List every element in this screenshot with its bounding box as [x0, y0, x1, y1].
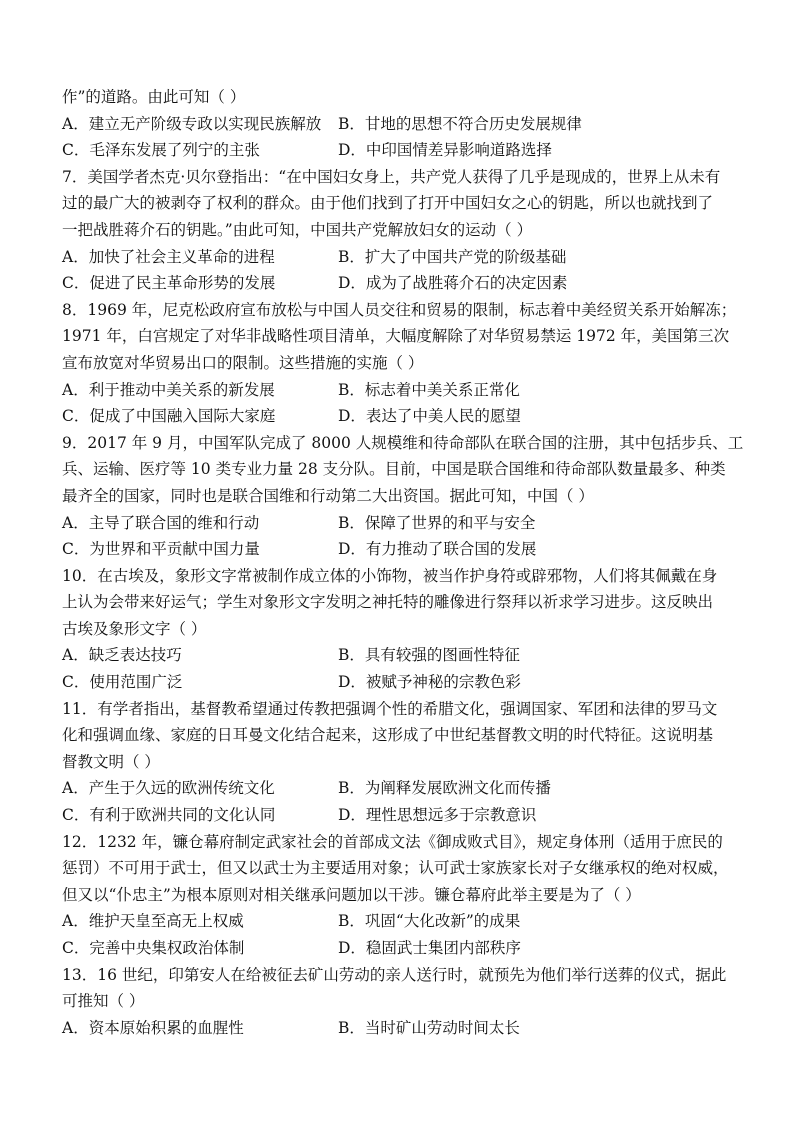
question-stem-line: 最齐全的国家，同时也是联合国维和行动第二大出资国。据此可知，中国（ ）: [62, 486, 594, 505]
question-stem-line: 兵、运输、医疗等 10 类专业力量 28 支分队。目前，中国是联合国维和待命部队数量最多、种类: [62, 460, 726, 479]
option-row: [62, 403, 742, 430]
option-c: C．促成了中国融入国际大家庭: [62, 407, 276, 426]
option-b: B．保障了世界的和平与安全: [338, 513, 536, 532]
option-row: [62, 1015, 742, 1042]
question-stem-line: 11．有学者指出，基督教希望通过传教把强调个性的希腊文化，强调国家、军团和法律的罗马文: [62, 699, 718, 718]
option-row: [62, 270, 742, 297]
question-stem-line: 作”的道路。由此可知（ ）: [62, 88, 246, 106]
option-row: [62, 775, 742, 802]
option-row: [62, 510, 742, 537]
option-d: D．成为了战胜蒋介石的决定因素: [338, 274, 568, 293]
question-9: [62, 430, 742, 563]
option-a: A．利于推动中美关系的新发展: [62, 380, 275, 399]
question-7: [62, 164, 742, 297]
option-b: B．扩大了中国共产党的阶级基础: [338, 247, 567, 266]
option-a: A．缺乏表达技巧: [62, 646, 182, 665]
option-a: A．建立无产阶级专政以实现民族解放: [62, 114, 322, 133]
question-stem-line: 9．2017 年 9 月，中国军队完成了 8000 人规模维和待命部队在联合国的注册，其中包括步兵、工: [62, 433, 744, 452]
option-row: [62, 935, 742, 962]
question-13: [62, 962, 742, 1042]
option-row: [62, 802, 742, 829]
option-c: C．使用范围广泛: [62, 673, 183, 692]
question-11: [62, 696, 742, 829]
option-b: B．巩固“大化改新”的成果: [338, 912, 521, 931]
option-row: [62, 669, 742, 696]
question-stem-line: 古埃及象形文字（ ）: [62, 619, 207, 638]
question-stem-line: 宣布放宽对华贸易出口的限制。这些措施的实施（ ）: [62, 353, 424, 372]
question-12: [62, 829, 742, 962]
option-row: [62, 377, 742, 404]
option-d: D．有力推动了联合国的发展: [338, 540, 537, 559]
option-a: A．加快了社会主义革命的进程: [62, 247, 275, 266]
question-stem-line: 督教文明（ ）: [62, 752, 160, 771]
option-c: C．为世界和平贡献中国力量: [62, 540, 260, 559]
question-stem-line: 13．16 世纪，印第安人在给被征去矿山劳动的亲人送行时，就预先为他们举行送葬的仪式，据此: [62, 965, 727, 984]
question-8: [62, 297, 742, 430]
question-stem-line: 过的最广大的被剥夺了权利的群众。由于他们找到了打开中国妇女之心的钥匙，所以也就找到了: [62, 194, 714, 213]
option-d: D．被赋予神秘的宗教色彩: [338, 673, 521, 692]
question-stem-line: 化和强调血缘、家庭的日耳曼文化结合起来，这形成了中世纪基督教文明的时代特征。这说明基: [62, 726, 714, 745]
question-stem-line: 一把战胜蒋介石的钥匙。”由此可知，中国共产党解放妇女的运动（ ）: [62, 220, 533, 239]
question-10: [62, 563, 742, 696]
question-stem-line: 但又以“仆忠主”为根本原则对相关继承问题加以干涉。镰仓幕府此举主要是为了（ ）: [62, 885, 641, 904]
exam-page: [62, 84, 742, 1041]
option-row: [62, 137, 742, 164]
option-a: A．维护天皇至高无上权威: [62, 912, 244, 931]
option-d: D．理性思想远多于宗教意识: [338, 806, 537, 825]
option-row: [62, 536, 742, 563]
question-stem-line: 上认为会带来好运气；学生对象形文字发明之神托特的雕像进行祭拜以祈求学习进步。这反映出: [62, 593, 714, 612]
option-c: C．有利于欧洲共同的文化认同: [62, 806, 276, 825]
question-6-tail: [62, 84, 742, 164]
option-c: C．毛泽东发展了列宁的主张: [62, 141, 260, 160]
question-stem-line: 8．1969 年，尼克松政府宣布放松与中国人员交往和贸易的限制，标志着中美经贸关系开始解冻；: [62, 300, 737, 319]
option-a: A．主导了联合国的维和行动: [62, 513, 260, 532]
option-b: B．甘地的思想不符合历史发展规律: [338, 114, 582, 133]
option-b: B．具有较强的图画性特征: [338, 646, 520, 665]
question-stem-line: 12．1232 年，镰仓幕府制定武家社会的首部成文法《御成败式目》，规定身体刑（适用于庶民的: [62, 832, 723, 851]
option-d: D．中印国情差异影响道路选择: [338, 141, 552, 160]
option-a: A．产生于久远的欧洲传统文化: [62, 779, 275, 798]
option-c: C．促进了民主革命形势的发展: [62, 274, 276, 293]
option-d: D．稳固武士集团内部秩序: [338, 939, 521, 957]
option-d: D．表达了中美人民的愿望: [338, 407, 521, 426]
option-row: [62, 111, 742, 138]
option-b: B．当时矿山劳动时间太长: [338, 1018, 520, 1037]
option-a: A．资本原始积累的血腥性: [62, 1018, 244, 1037]
option-b: B．为阐释发展欧洲文化而传播: [338, 779, 551, 798]
question-stem-line: 可推知（ ）: [62, 992, 145, 1011]
question-stem-line: 7．美国学者杰克·贝尔登指出：“在中国妇女身上，共产党人获得了几乎是现成的，世界上从未有: [62, 167, 721, 186]
question-stem-line: 10．在古埃及，象形文字常被制作成立体的小饰物，被当作护身符或辟邪物，人们将其佩戴在身: [62, 566, 718, 585]
option-b: B．标志着中美关系正常化: [338, 380, 520, 399]
question-stem-line: 1971 年，白宫规定了对华非战略性项目清单，大幅度解除了对华贸易禁运 1972 年，美国第三次: [62, 327, 730, 346]
option-row: [62, 642, 742, 669]
option-row: [62, 244, 742, 271]
option-row: [62, 908, 742, 935]
option-c: C．完善中央集权政治体制: [62, 939, 245, 957]
question-stem-line: 惩罚）不可用于武士，但又以武士为主要适用对象；认可武士家族家长对子女继承权的绝对权威，: [62, 859, 729, 878]
